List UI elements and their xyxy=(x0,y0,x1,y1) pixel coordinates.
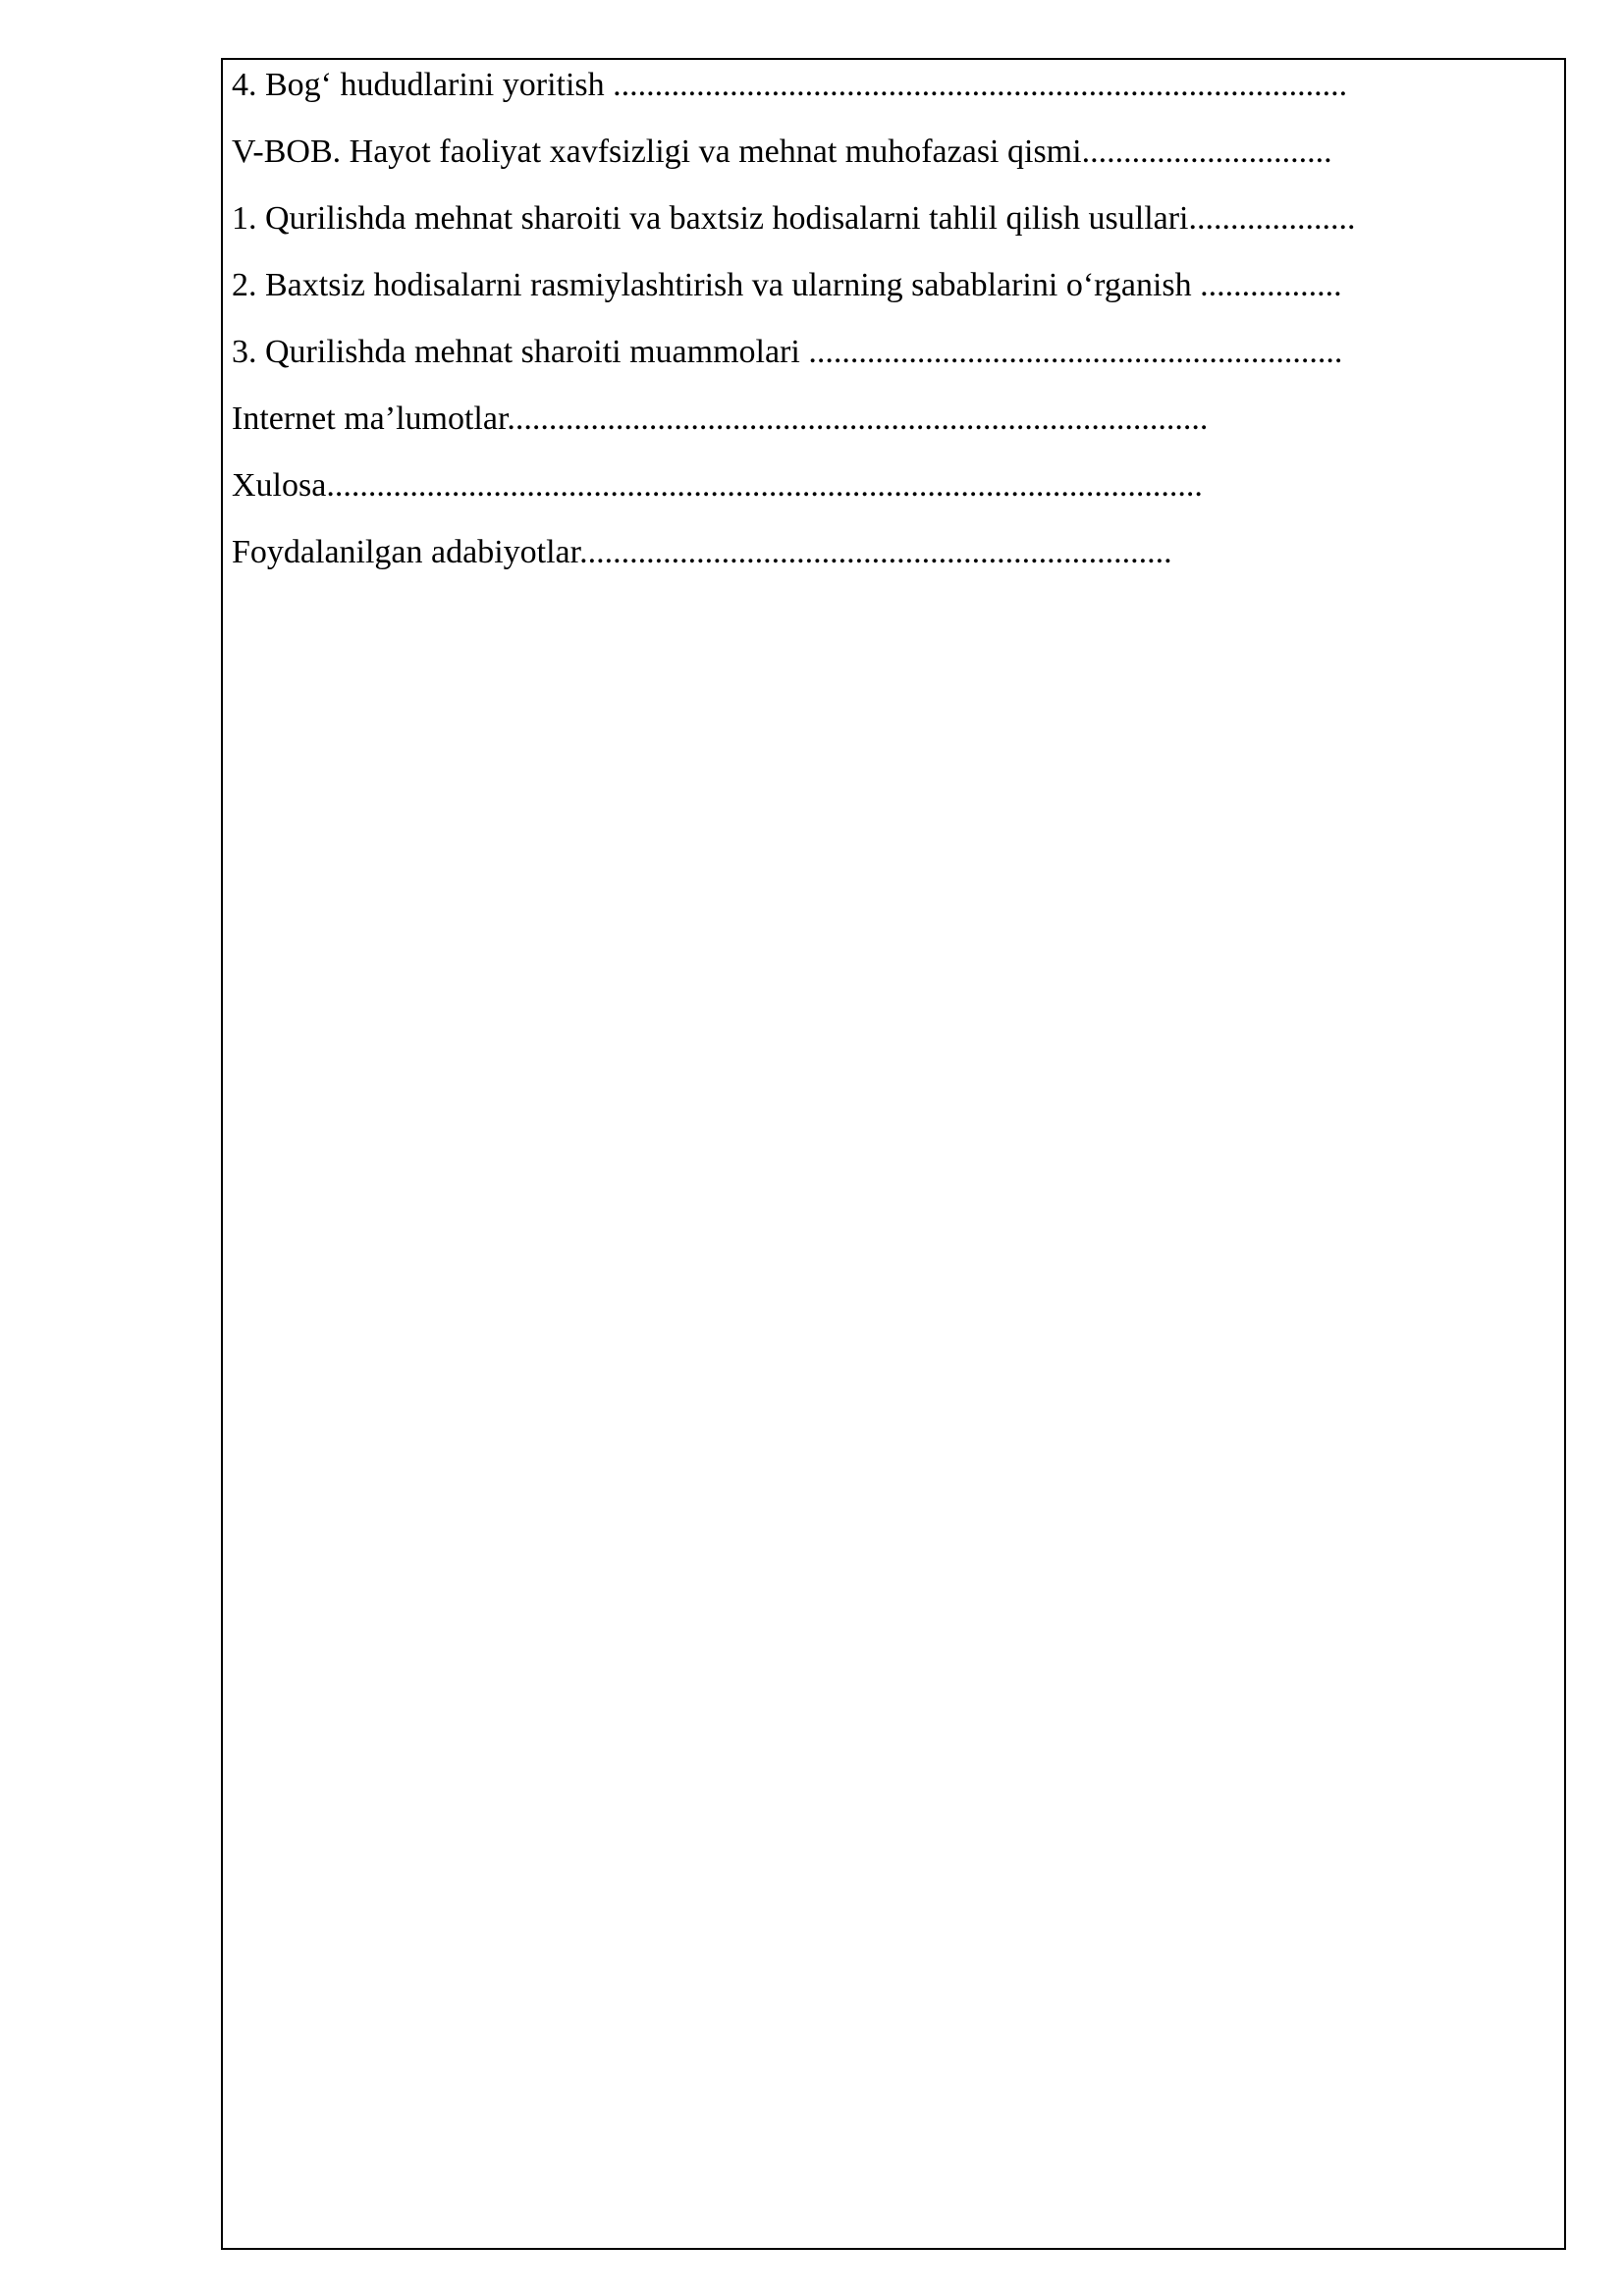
toc-entry-baxtsiz-hodisalarni-rasmiylashtirish: 2. Baxtsiz hodisalarni rasmiylashtirish va ularning sabablarini o‘rganish ................. xyxy=(232,267,1342,303)
toc-entry-bog-hududlarini-yoritish: 4. Bog‘ hududlarini yoritish ........................................................................................ xyxy=(232,67,1348,103)
toc-entry-v-bob-hayot-faoliyat: V-BOB. Hayot faoliyat xavfsizligi va mehnat muhofazasi qismi.............................. xyxy=(232,133,1332,170)
toc-entry-qurilishda-mehnat-sharoiti-tahlil: 1. Qurilishda mehnat sharoiti va baxtsiz hodisalarni tahlil qilish usullari.................... xyxy=(232,200,1356,237)
toc-entry-qurilishda-mehnat-sharoiti-muammolari: 3. Qurilishda mehnat sharoiti muammolari ................................................................ xyxy=(232,334,1343,370)
toc-entry-foydalanilgan-adabiyotlar: Foydalanilgan adabiyotlar....................................................................... xyxy=(232,534,1172,570)
toc-entry-xulosa: Xulosa......................................................................................................... xyxy=(232,467,1203,504)
toc-entry-internet-malumotlar: Internet ma’lumotlar.................................................................................... xyxy=(232,400,1209,437)
table-of-contents xyxy=(232,63,1557,597)
